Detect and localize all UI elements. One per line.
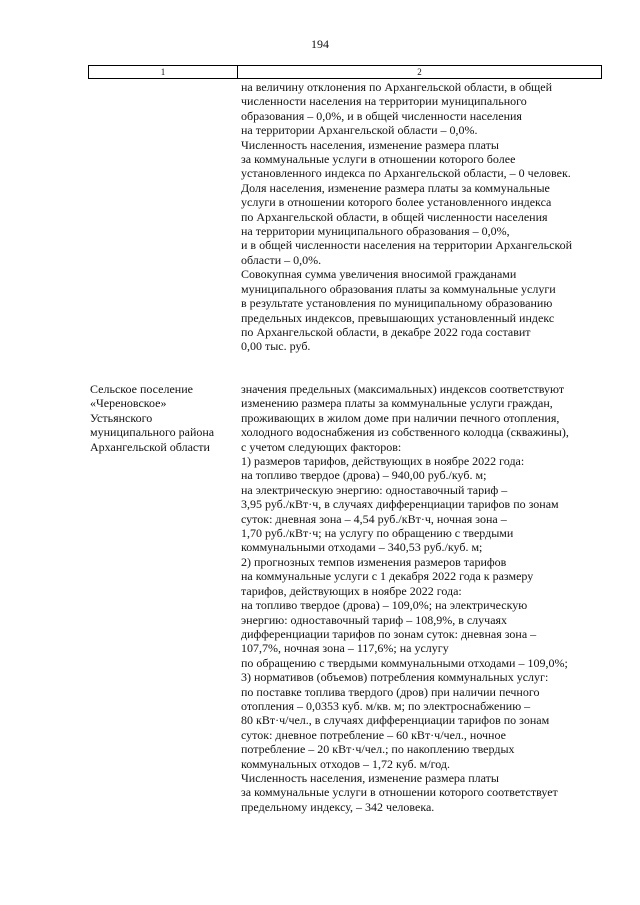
text-line: области – 0,0%. bbox=[241, 252, 322, 267]
text-line: муниципального образования платы за коммунальные услуги bbox=[241, 281, 556, 296]
text-line: 3,95 руб./кВт·ч, в случаях дифференциации тарифов по зонам bbox=[241, 497, 559, 512]
text-line: на коммунальные услуги с 1 декабря 2022 года к размеру bbox=[241, 569, 534, 584]
text-line: по обращению с твердыми коммунальными отходами – 109,0%; bbox=[241, 655, 568, 670]
text-line: проживающих в жилом доме при наличии печного отопления, bbox=[241, 410, 560, 425]
municipality-description bbox=[241, 382, 606, 814]
text-line: по Архангельской области, в общей численности населения bbox=[241, 209, 548, 224]
text-line: суток: дневная зона – 4,54 руб./кВт·ч, ночная зона – bbox=[241, 511, 507, 526]
text-line: 1,70 руб./кВт·ч; на услугу по обращению с твердыми bbox=[241, 526, 514, 541]
text-line: на электрическую энергию: одноставочный тариф – bbox=[241, 482, 508, 497]
text-line: за коммунальные услуги в отношении которого более bbox=[241, 152, 516, 167]
text-line: численности населения на территории муниципального bbox=[241, 94, 527, 109]
text-line: образования – 0,0%, и в общей численности населения bbox=[241, 108, 522, 123]
text-line: в результате установления по муниципальному образованию bbox=[241, 296, 553, 311]
page-number: 194 bbox=[311, 37, 329, 51]
text-line: на территории муниципального образования – 0,0%, bbox=[241, 224, 510, 239]
text-line: тарифов, действующих в ноябре 2022 года: bbox=[241, 583, 462, 598]
text-line: Доля населения, изменение размера платы за коммунальные bbox=[241, 180, 550, 195]
text-line: и в общей численности населения на территории Архангельской bbox=[241, 238, 573, 253]
text-line: услуги в отношении которого более установленного индекса bbox=[241, 195, 552, 210]
text-line: потребление – 20 кВт·ч/чел.; по накоплению твердых bbox=[241, 742, 515, 757]
table-header-col1: 1 bbox=[89, 66, 238, 78]
text-line: по поставке топлива твердого (дров) при наличии печного bbox=[241, 684, 540, 699]
text-line: установленного индекса по Архангельской области, – 0 человек. bbox=[241, 166, 571, 181]
text-line: энергию: одноставочный тариф – 108,9%, в случаях bbox=[241, 612, 508, 627]
text-line: Численность населения, изменение размера платы bbox=[241, 770, 499, 785]
text-line: 0,00 тыс. руб. bbox=[241, 339, 311, 354]
text-line: на величину отклонения по Архангельской области, в общей bbox=[241, 80, 553, 94]
text-line: 1) размеров тарифов, действующих в ноябре 2022 года: bbox=[241, 454, 525, 469]
text-line: Совокупная сумма увеличения вносимой гражданами bbox=[241, 267, 517, 282]
text-line: суток: дневное потребление – 60 кВт·ч/чел., ночное bbox=[241, 727, 506, 742]
municipality-name bbox=[90, 382, 230, 454]
text-line: изменению размера платы за коммунальные услуги граждан, bbox=[241, 396, 553, 411]
text-line: 80 кВт·ч/чел., в случаях дифференциации тарифов по зонам bbox=[241, 713, 550, 728]
text-line: по Архангельской области, в декабре 2022 года составит bbox=[241, 324, 531, 339]
table-header-col2: 2 bbox=[417, 67, 422, 77]
text-line: на топливо твердое (дрова) – 940,00 руб./куб. м; bbox=[241, 468, 487, 483]
text-line: холодного водоснабжения из собственного колодца (скважины), bbox=[241, 425, 569, 440]
text-line: за коммунальные услуги в отношении которого соответствует bbox=[241, 785, 558, 800]
text-line: с учетом следующих факторов: bbox=[241, 439, 402, 454]
text-line: отопления – 0,0353 куб. м/кв. м; по электроснабжению – bbox=[241, 698, 531, 713]
text-line: предельному индексу, – 342 человека. bbox=[241, 799, 435, 814]
text-line: 107,7%, ночная зона – 117,6%; на услугу bbox=[241, 641, 449, 656]
text-line: дифференциации тарифов по зонам суток: дневная зона – bbox=[241, 626, 537, 641]
text-line: Численность населения, изменение размера платы bbox=[241, 137, 499, 152]
text-line: 3) нормативов (объемов) потребления коммунальных услуг: bbox=[241, 670, 549, 685]
text-line: Сельское поселение bbox=[90, 382, 193, 396]
text-line: Архангельской области bbox=[90, 439, 210, 454]
text-line: предельных индексов, превышающих установленный индекс bbox=[241, 310, 555, 325]
text-line: на территории Архангельской области – 0,0%. bbox=[241, 123, 478, 138]
text-line: Устьянского bbox=[90, 410, 153, 425]
text-line: коммунальными отходами – 340,53 руб./куб. м; bbox=[241, 540, 483, 555]
table-header bbox=[88, 65, 602, 79]
text-line: 2) прогнозных темпов изменения размеров тарифов bbox=[241, 554, 507, 569]
text-line: на топливо твердое (дрова) – 109,0%; на электрическую bbox=[241, 598, 528, 613]
continuation-text bbox=[241, 80, 606, 354]
text-line: муниципального района bbox=[90, 425, 215, 440]
text-line: «Череновское» bbox=[90, 396, 167, 411]
text-line: коммунальных отходов – 1,72 куб. м/год. bbox=[241, 756, 450, 771]
text-line: значения предельных (максимальных) индексов соответствуют bbox=[241, 382, 565, 396]
